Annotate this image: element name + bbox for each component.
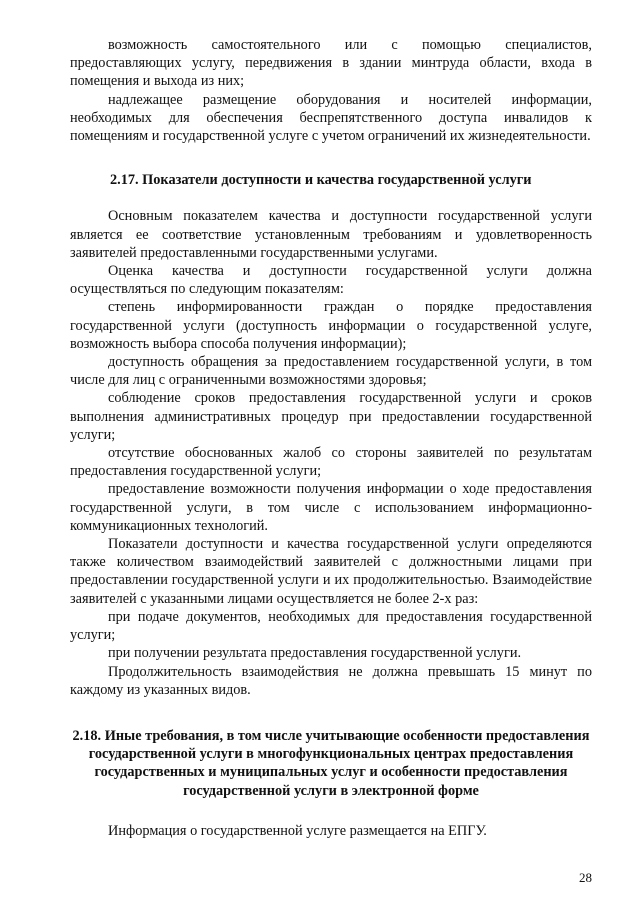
paragraph-informedness: степень информированности граждан о порядке предоставления государственной услуги (доступность информации о государственной услуге, возможность выбора способа получения информации);: [70, 299, 592, 352]
section-heading-2-17: 2.17. Показатели доступности и качества государственной услуги: [110, 172, 532, 189]
section-heading-2-18: 2.18. Иные требования, в том числе учитывающие особенности предоставления государственной услуги в многофункциональных центрах предоставления государственных и муниципальных услуг и особенности предоставления государственной услуги в электронной форме: [72, 727, 590, 799]
paragraph-complaints: отсутствие обоснованных жалоб со стороны заявителей по результатам предоставления государственной услуги;: [70, 445, 592, 480]
paragraph-access: доступность обращения за предоставлением государственной услуги, в том числе для лиц с ограниченными возможностями здоровья;: [70, 354, 592, 389]
page-number: 28: [579, 870, 592, 885]
paragraph-evaluation: Оценка качества и доступности государственной услуги должна осуществляться по следующим показателям:: [70, 263, 592, 298]
paragraph-result: при получении результата предоставления государственной услуги.: [108, 645, 522, 662]
paragraph-equipment-placement: надлежащее размещение оборудования и носителей информации, необходимых для обеспечения беспрепятственного доступа инвалидов к помещениям и государственной услуге с учетом ограничений их жизнедеятельности.: [70, 91, 592, 145]
paragraph-submission: при подаче документов, необходимых для предоставления государственной услуги;: [70, 608, 592, 644]
paragraph-info-progress: предоставление возможности получения информации о ходе предоставления государственной услуги, в том числе с использованием информационно-коммуникационных технологий.: [70, 481, 592, 534]
paragraph-duration: Продолжительность взаимодействия не должна превышать 15 минут по каждому из указанных видов.: [70, 663, 592, 698]
paragraph-accessibility-movement: возможность самостоятельного или с помощью специалистов, предоставляющих услугу, передвижения в здании минтруда области, входа в помещения и выхода из них;: [70, 37, 592, 90]
paragraph-main-indicator: Основным показателем качества и доступности государственной услуги является ее соответствие установленным требованиям и удовлетворенность заявителей предоставленными государственными услугами.: [70, 208, 592, 261]
paragraph-deadlines: соблюдение сроков предоставления государственной услуги и сроков выполнения административных процедур при предоставлении государственной услуги;: [70, 390, 592, 443]
paragraph-epgu: Информация о государственной услуге размещается на ЕПГУ.: [108, 822, 487, 839]
paragraph-interactions: Показатели доступности и качества государственной услуги определяются также количеством взаимодействий заявителей с должностными лицами при предоставлении государственной услуги и их продолжительностью. Взаимодействие заявителей с указанными лицами осуществляется не более 2-х раз:: [70, 536, 592, 607]
